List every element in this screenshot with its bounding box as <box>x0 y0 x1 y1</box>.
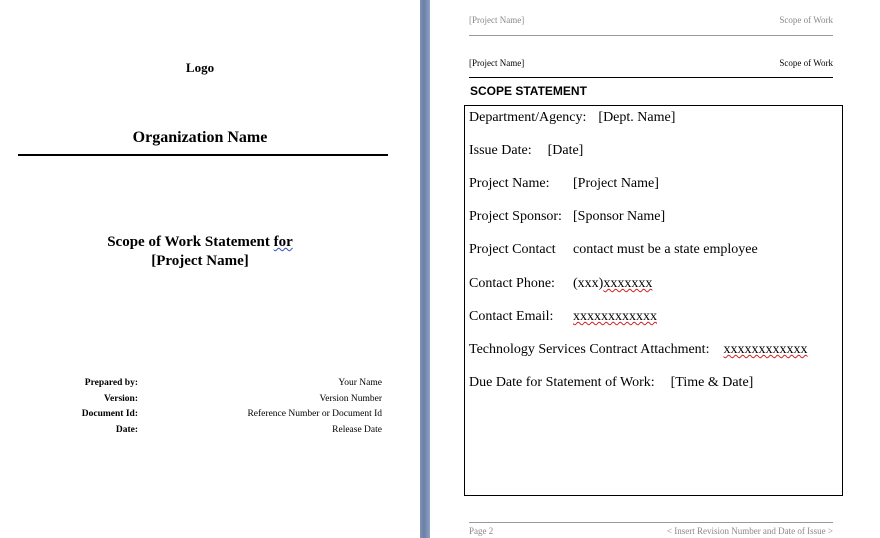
field-value-prefix: (xxx) <box>573 276 604 291</box>
field-label: Project Name: <box>469 176 550 191</box>
top-header-scope-of-work: Scope of Work <box>779 15 833 25</box>
meta-label-date: Date: <box>115 424 138 435</box>
field-label: Contact Email: <box>469 309 554 324</box>
meta-value-version: Version Number <box>319 393 382 404</box>
meta-value-prepared-by: Your Name <box>338 378 382 388</box>
field-value: xxxxxxx <box>603 276 653 291</box>
field-label: Issue Date: <box>469 143 532 158</box>
page-gutter <box>420 0 430 538</box>
title-text: Scope of Work Statement <box>107 234 274 250</box>
field-value: xxxxxxxxxxxx <box>573 309 657 324</box>
cover-page <box>0 0 420 538</box>
field-value: xxxxxxxxxxxx <box>723 342 808 357</box>
field-issue-date <box>469 143 583 159</box>
field-value: contact must be a state employee <box>573 242 758 257</box>
field-label: Project Contact <box>469 242 556 257</box>
field-label: Technology Services Contract Attachment: <box>469 342 710 357</box>
scope-statement-heading: SCOPE STATEMENT <box>470 84 587 98</box>
top-header-rule <box>469 35 833 36</box>
field-project-sponsor <box>469 209 665 225</box>
header-rule <box>469 77 833 78</box>
field-label: Due Date for Statement of Work: <box>469 375 655 390</box>
field-project-contact <box>469 242 758 258</box>
organization-name: Organization Name <box>132 129 268 146</box>
meta-values <box>230 376 382 438</box>
field-contact-phone <box>469 276 652 292</box>
field-label: Contact Phone: <box>469 276 555 291</box>
field-value: [Dept. Name] <box>598 110 676 125</box>
meta-label-version: Version: <box>104 393 138 404</box>
field-contact-email <box>469 309 657 325</box>
header-scope-of-work: Scope of Work <box>779 58 833 68</box>
field-project-name <box>469 176 659 192</box>
meta-labels <box>40 376 138 438</box>
meta-label-document-id: Document Id: <box>81 409 138 419</box>
title-word-for: for <box>273 234 293 250</box>
document-title-project-name: [Project Name] <box>151 253 249 269</box>
field-department <box>469 110 675 126</box>
header-project-name: [Project Name] <box>469 58 525 68</box>
meta-value-document-id: Reference Number or Document Id <box>247 409 382 419</box>
field-due-date <box>469 375 753 391</box>
field-value: [Sponsor Name] <box>573 209 666 224</box>
organization-divider <box>18 154 388 156</box>
field-value: [Time & Date] <box>670 375 754 390</box>
meta-label-prepared-by: Prepared by: <box>84 378 138 388</box>
field-value: [Project Name] <box>573 176 659 191</box>
field-contract-attachment <box>469 342 807 358</box>
document-title-line1 <box>0 234 400 251</box>
meta-value-date: Release Date <box>332 424 382 435</box>
top-header-project-name: [Project Name] <box>469 15 525 25</box>
field-label: Project Sponsor: <box>469 209 562 224</box>
footer-rule <box>469 522 833 523</box>
footer-revision: < Insert Revision Number and Date of Issue > <box>666 526 833 536</box>
logo-placeholder: Logo <box>185 60 215 75</box>
scope-statement-box <box>464 105 843 496</box>
field-value: [Date] <box>547 143 584 158</box>
field-label: Department/Agency: <box>469 110 587 125</box>
footer-page-number: Page 2 <box>469 526 494 536</box>
